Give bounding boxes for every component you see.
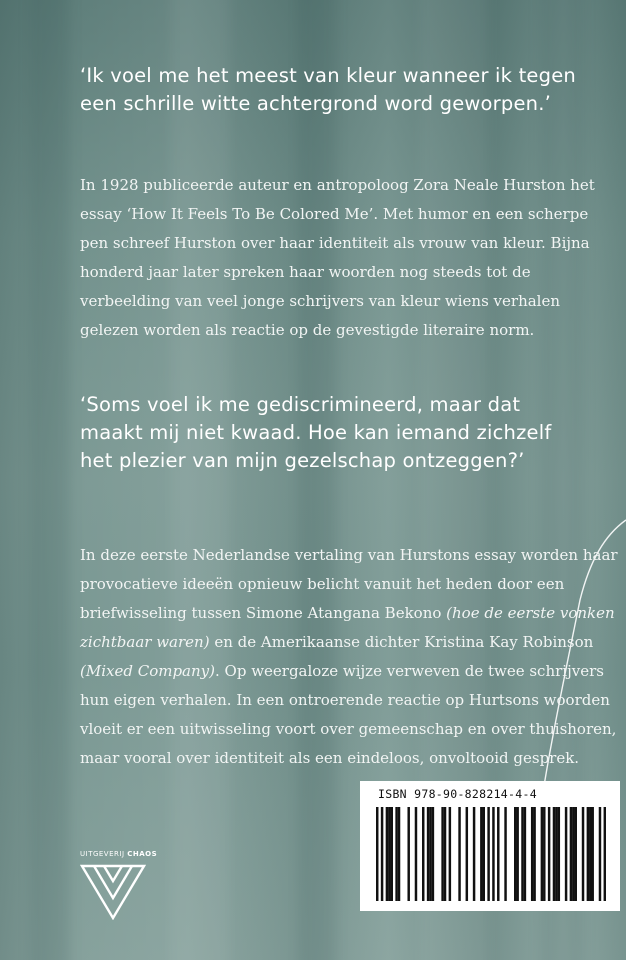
barcode-bars xyxy=(376,807,606,901)
barcode-bar xyxy=(473,807,475,901)
barcode-bar xyxy=(444,807,446,901)
barcode-bar xyxy=(398,807,400,901)
publisher-name-prefix: UITGEVERIJ xyxy=(80,850,125,858)
barcode-bar xyxy=(429,807,431,901)
barcode-bar xyxy=(466,807,468,901)
barcode-bar xyxy=(376,807,378,901)
barcode-bar xyxy=(381,807,383,901)
barcode-bar xyxy=(514,807,516,901)
book-title-2: (Mixed Company) xyxy=(80,662,215,680)
barcode-bar xyxy=(604,807,606,901)
barcode-bar xyxy=(415,807,417,901)
barcode-bar xyxy=(516,807,518,901)
quote-middle: ‘Soms voel ik me gediscrimineerd, maar dat maakt mij niet kwaad. Hoe kan iemand zichzelf het plezier van mijn gezelschap ontzeggen?’ xyxy=(80,393,552,472)
barcode-bar xyxy=(395,807,397,901)
barcode-bar xyxy=(487,807,489,901)
barcode-bar xyxy=(449,807,451,901)
watercolor-streak xyxy=(300,0,336,960)
barcode-bar xyxy=(591,807,593,901)
barcode-bar xyxy=(553,807,555,901)
watercolor-streak xyxy=(30,0,70,960)
barcode-bar xyxy=(497,807,499,901)
barcode-bar xyxy=(483,807,485,901)
publisher-mark xyxy=(80,850,170,920)
paragraph-2 xyxy=(80,541,620,773)
barcode-bar xyxy=(558,807,560,901)
barcode-bar xyxy=(570,807,572,901)
book-title-1: (hoe de eerste vonken zichtbaar waren) xyxy=(80,604,615,651)
barcode-bar xyxy=(386,807,388,901)
barcode-bar xyxy=(388,807,390,901)
paragraph-2-part-2: en de Amerikaanse dichter Kristina Kay Robinson xyxy=(209,633,594,651)
barcode-bar xyxy=(543,807,545,901)
paragraph-2-part-1: In deze eerste Nederlandse vertaling van Hurstons essay worden haar provocatieve ideeën opnieuw belicht vanuit het heden door een briefwisseling tussen Simone Atangana Bekono xyxy=(80,546,618,622)
barcode-bar xyxy=(422,807,424,901)
barcode-bar xyxy=(575,807,577,901)
barcode-bar xyxy=(432,807,434,901)
watercolor-streak xyxy=(170,0,230,960)
isbn-text: ISBN 978-90-828214-4-4 xyxy=(378,787,537,801)
barcode-bar xyxy=(565,807,567,901)
publisher-name-bold: CHAOS xyxy=(127,850,158,858)
barcode-bar xyxy=(587,807,589,901)
barcode-bar xyxy=(458,807,460,901)
barcode-bar xyxy=(541,807,543,901)
quote-top: ‘Ik voel me het meest van kleur wanneer ik tegen een schrille witte achtergrond word geworpen.’ xyxy=(80,64,576,115)
barcode-bar xyxy=(391,807,393,901)
barcode-bar xyxy=(572,807,574,901)
triangle-logo-icon xyxy=(80,864,146,920)
barcode-bar xyxy=(589,807,591,901)
barcode-bar xyxy=(492,807,494,901)
barcode-bar xyxy=(524,807,526,901)
barcode-bar xyxy=(407,807,409,901)
barcode-bar xyxy=(555,807,557,901)
barcode-bar xyxy=(533,807,535,901)
barcode-bar xyxy=(582,807,584,901)
publisher-name xyxy=(80,850,170,858)
paragraph-2-part-3: . Op weergaloze wijze verweven de twee schrijvers hun eigen verhalen. In een ontroerende reactie op Hurtsons woorden vloeit er een uitwisseling voort over gemeenschap en over thuishoren, maar vooral over identiteit als een eindeloos, onvoltooid gesprek. xyxy=(80,662,617,767)
barcode-bar xyxy=(480,807,482,901)
barcode-bar xyxy=(504,807,506,901)
paragraph-1: In 1928 publiceerde auteur en antropoloog Zora Neale Hurston het essay ‘How It Feels To Be Colored Me’. Met humor en een scherpe pen schreef Hurston over haar identiteit als vrouw van kleur. Bijna honderd jaar later spreken haar woorden nog steeds tot de verbeelding van veel jonge schrijvers van kleur wiens verhalen gelezen worden als reactie op de gevestigde literaire norm. xyxy=(80,176,595,339)
barcode-bar xyxy=(521,807,523,901)
barcode-bar xyxy=(427,807,429,901)
isbn-barcode xyxy=(360,781,620,911)
barcode-bar xyxy=(548,807,550,901)
barcode-bar xyxy=(599,807,601,901)
barcode-bar xyxy=(441,807,443,901)
barcode-bar xyxy=(531,807,533,901)
